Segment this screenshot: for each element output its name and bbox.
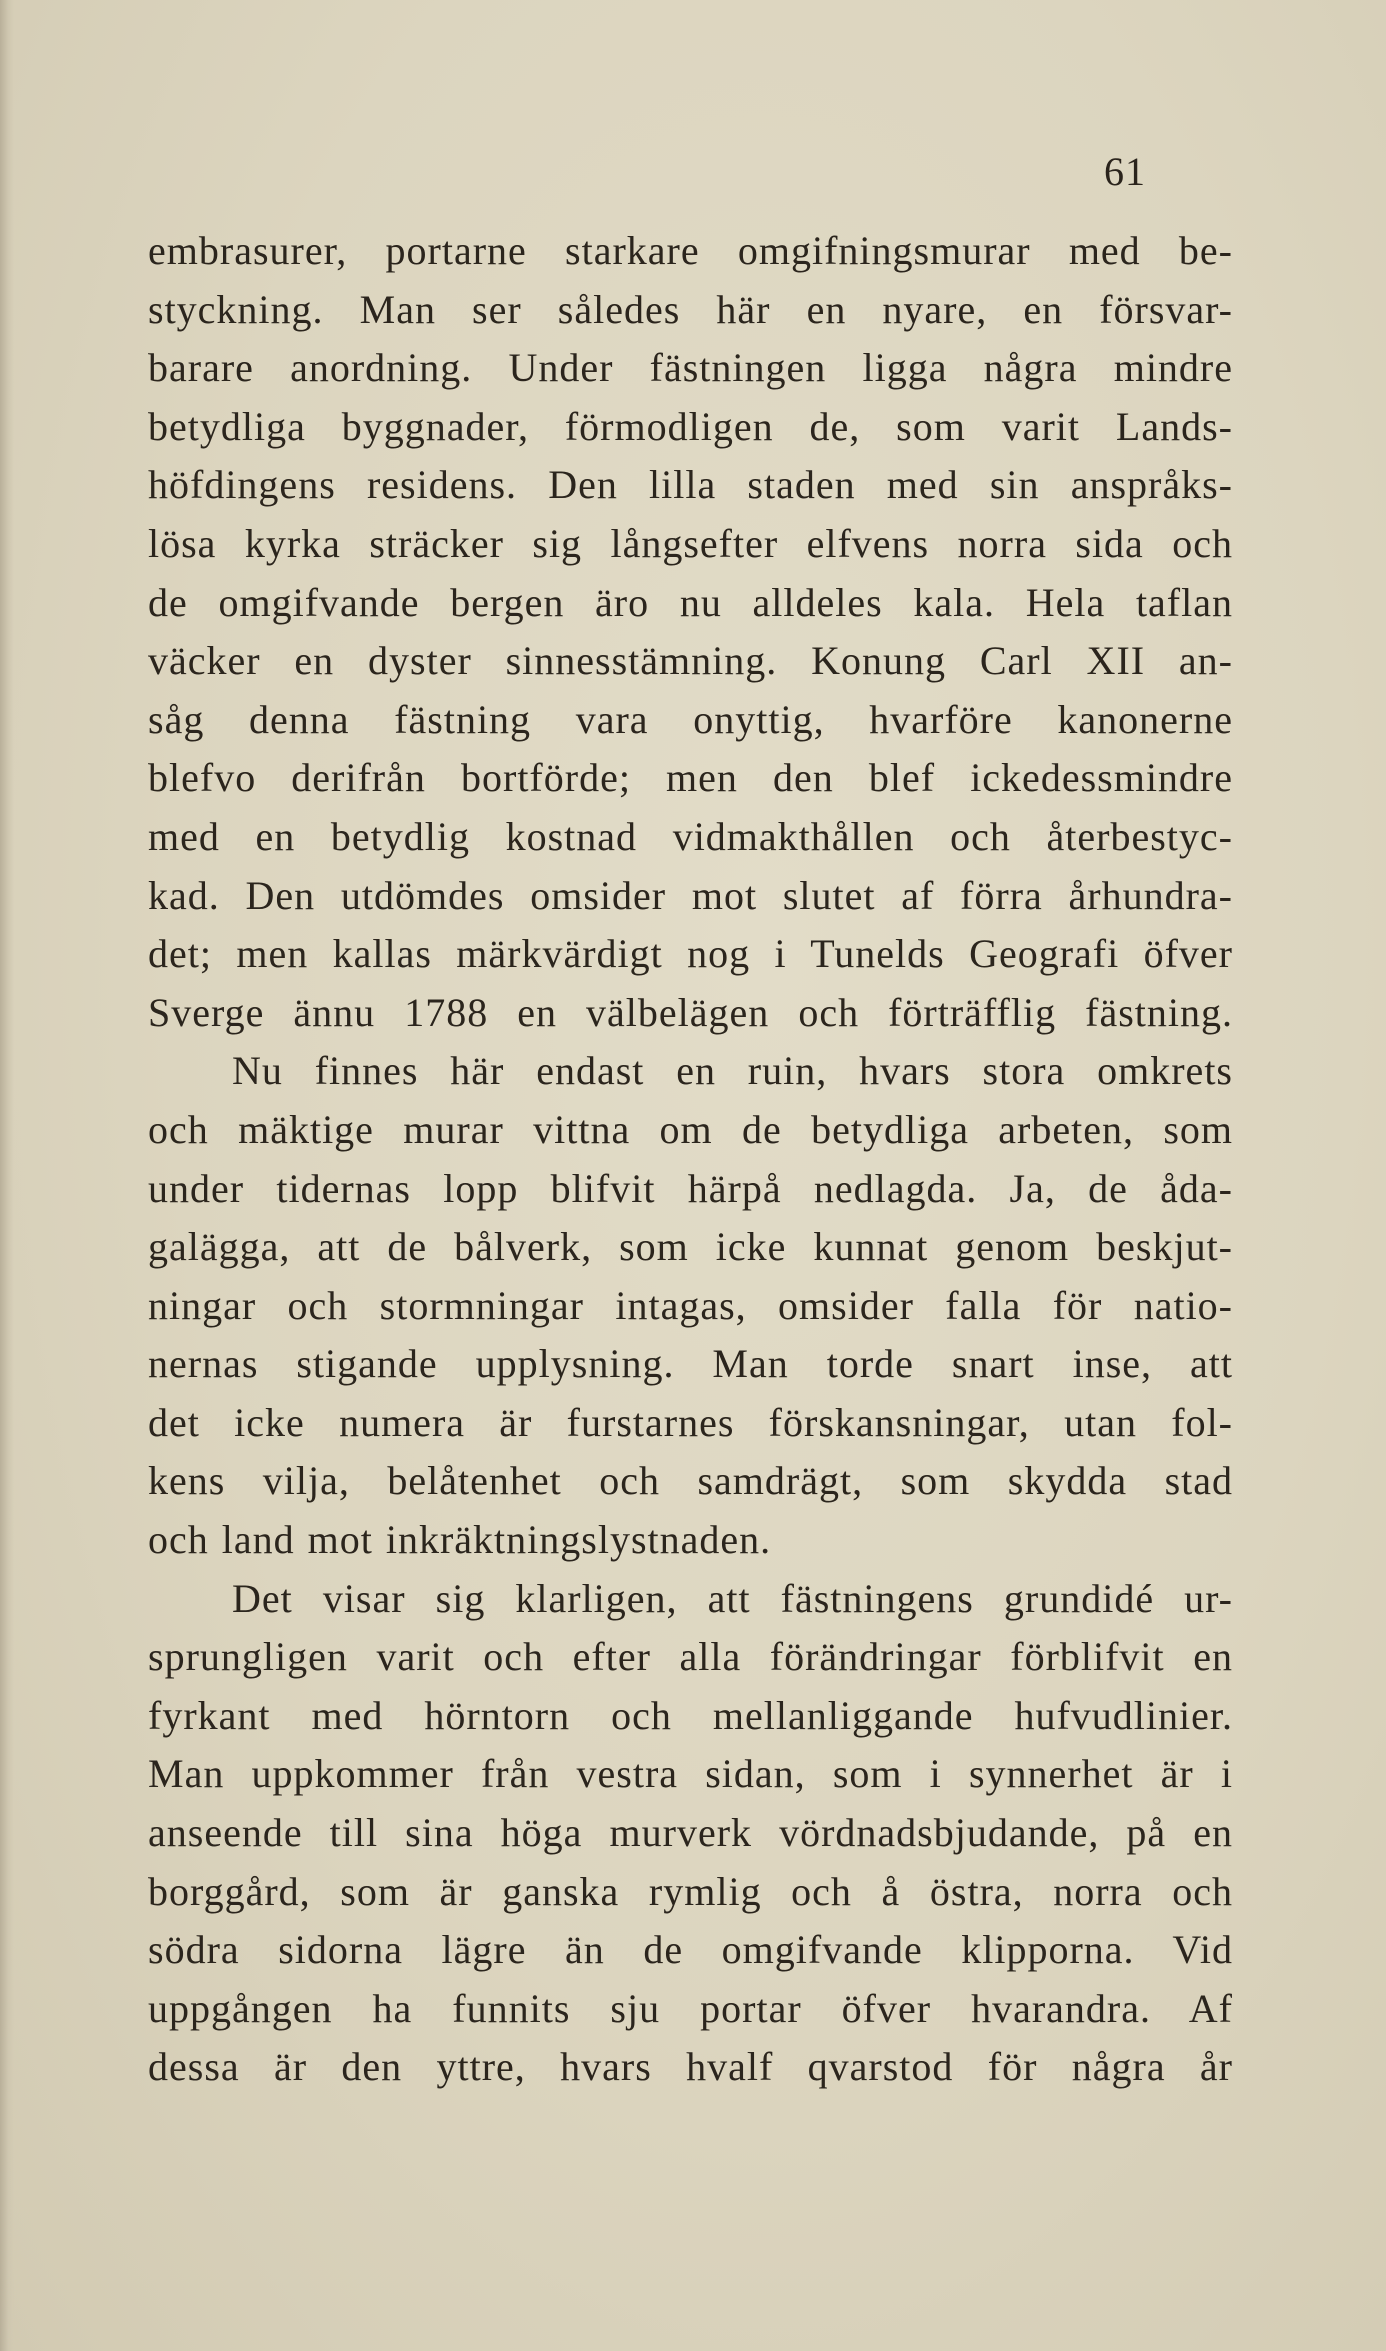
text-line: borggård, som är ganska rymlig och å östra, norra och xyxy=(148,1868,1233,1914)
text-line: och mäktige murar vittna om de betydliga arbeten, som xyxy=(148,1106,1233,1152)
text-line: Nu finnes här endast en ruin, hvars stora omkrets xyxy=(232,1048,1233,1094)
text-line: nernas stigande upplysning. Man torde snart inse, att xyxy=(148,1341,1233,1387)
text-line: dessa är den yttre, hvars hvalf qvarstod för några år xyxy=(148,2044,1233,2090)
page-binding-edge xyxy=(0,0,14,2351)
text-line: Man uppkommer från vestra sidan, som i synnerhet är i xyxy=(148,1751,1233,1797)
text-line: med en betydlig kostnad vidmakthållen och återbestyc- xyxy=(148,813,1233,859)
text-line: galägga, att de bålverk, som icke kunnat genom beskjut- xyxy=(148,1224,1233,1270)
text-line: sprungligen varit och efter alla förändringar förblifvit en xyxy=(148,1634,1233,1680)
text-line: väcker en dyster sinnesstämning. Konung Carl XII an- xyxy=(148,638,1233,684)
text-line: Det visar sig klarligen, att fästningens grundidé ur- xyxy=(232,1575,1233,1621)
text-line: de omgifvande bergen äro nu alldeles kala. Hela taflan xyxy=(148,579,1233,625)
text-line: lösa kyrka sträcker sig långsefter elfvens norra sida och xyxy=(148,520,1233,566)
text-line: Sverge ännu 1788 en välbelägen och förträfflig fästning. xyxy=(148,989,1233,1035)
text-line: blefvo derifrån bortförde; men den blef ickedessmindre xyxy=(148,755,1233,801)
text-line: embrasurer, portarne starkare omgifningsmurar med be- xyxy=(148,228,1233,273)
text-line: betydliga byggnader, förmodligen de, som varit Lands- xyxy=(148,403,1233,449)
page-number: 61 xyxy=(1104,149,1146,194)
text-line: det; men kallas märkvärdigt nog i Tunelds Geografi öfver xyxy=(148,931,1233,977)
text-line: kad. Den utdömdes omsider mot slutet af förra århundra- xyxy=(148,872,1233,918)
text-line: ningar och stormningar intagas, omsider falla för natio- xyxy=(148,1282,1233,1328)
text-line: höfdingens residens. Den lilla staden med sin anspråks- xyxy=(148,462,1233,508)
text-line: södra sidorna lägre än de omgifvande klipporna. Vid xyxy=(148,1927,1233,1973)
text-line: fyrkant med hörntorn och mellanliggande hufvudlinier. xyxy=(148,1692,1233,1738)
body-text xyxy=(148,222,1233,2097)
text-line: under tidernas lopp blifvit härpå nedlagda. Ja, de åda- xyxy=(148,1165,1233,1211)
text-line: uppgången ha funnits sju portar öfver hvarandra. Af xyxy=(148,1985,1233,2031)
text-line: såg denna fästning vara onyttig, hvarföre kanonerne xyxy=(148,696,1233,742)
text-line: barare anordning. Under fästningen ligga några mindre xyxy=(148,345,1233,391)
text-line: och land mot inkräktningslystnaden. xyxy=(148,1517,772,1563)
text-line: anseende till sina höga murverk vördnadsbjudande, på en xyxy=(148,1810,1233,1856)
text-line: styckning. Man ser således här en nyare, en försvar- xyxy=(148,286,1233,332)
text-line: kens vilja, belåtenhet och samdrägt, som skydda stad xyxy=(148,1458,1233,1504)
text-line: det icke numera är furstarnes förskansningar, utan fol- xyxy=(148,1399,1233,1445)
